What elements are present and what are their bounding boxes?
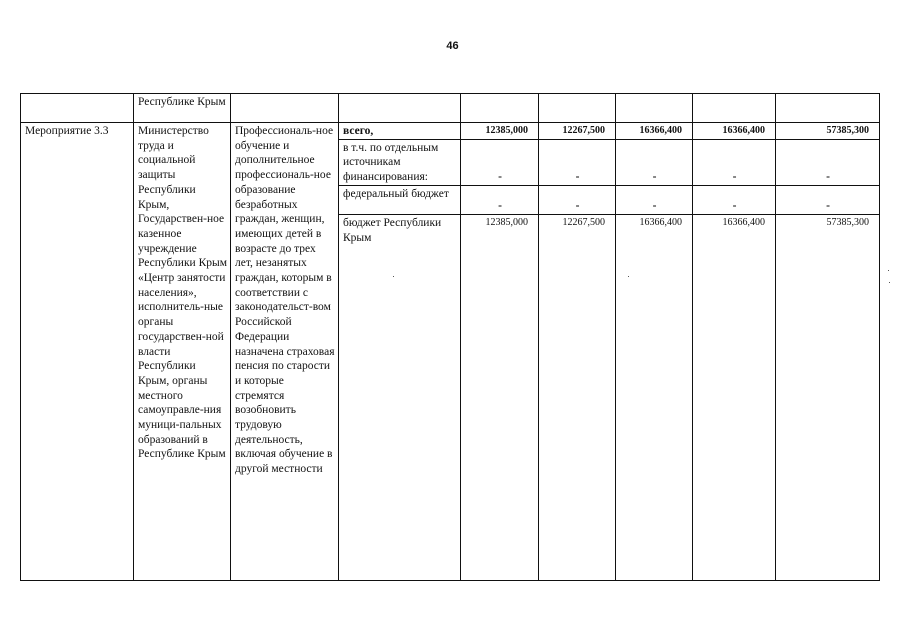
value-cell: - — [776, 139, 880, 185]
funding-source: в т.ч. по отдельным источникам финансирования: — [339, 139, 461, 185]
measure-name: Мероприятие 3.3 — [21, 123, 134, 581]
value-cell: 16366,400 — [616, 123, 693, 140]
value-cell: - — [539, 185, 616, 214]
value-cell: - — [461, 185, 539, 214]
value-cell: - — [693, 139, 776, 185]
value-cell: 57385,300 — [776, 214, 880, 580]
scan-speck — [393, 276, 394, 277]
value-cell: - — [616, 185, 693, 214]
value-cell: - — [776, 185, 880, 214]
table-row — [21, 123, 880, 140]
funding-source: бюджет Республики Крым — [339, 214, 461, 580]
value-cell: 16366,400 — [616, 214, 693, 580]
scan-speck — [628, 276, 629, 277]
scan-speck — [888, 270, 889, 271]
measure-executor: Министерство труда и социальной защиты Республики Крым, Государствен-ное казенное учреждение Республики Крым «Центр занятости населения», исполнитель-ные органы государствен-ной власти Республики Крым, органы местного самоуправле-ния муници-пальных образований в Республике Крым — [134, 123, 231, 581]
continuation-executor: Республике Крым — [134, 94, 231, 123]
value-cell: 12385,000 — [461, 214, 539, 580]
page-number: 46 — [446, 40, 459, 52]
measure-description: Профессиональ-ное обучение и дополнительное профессиональ-ное образование безработных граждан, женщин, имеющих детей в возрасте до трех лет, незанятых граждан, которым в соответствии с законодательст-вом Российской Федерации назначена страховая пенсия по старости и которые стремятся возобновить трудовую деятельность, включая обучение в другой местности — [231, 123, 339, 581]
value-cell: - — [539, 139, 616, 185]
value-cell: 12385,000 — [461, 123, 539, 140]
value-cell: - — [461, 139, 539, 185]
value-cell: - — [616, 139, 693, 185]
continuation-row — [21, 94, 880, 123]
value-cell: 12267,500 — [539, 123, 616, 140]
value-cell: 57385,300 — [776, 123, 880, 140]
value-cell: - — [693, 185, 776, 214]
funding-table — [20, 93, 880, 581]
funding-source: федеральный бюджет — [339, 185, 461, 214]
value-cell: 16366,400 — [693, 214, 776, 580]
funding-source: всего, — [339, 123, 461, 140]
value-cell: 12267,500 — [539, 214, 616, 580]
scan-speck — [889, 282, 890, 283]
value-cell: 16366,400 — [693, 123, 776, 140]
